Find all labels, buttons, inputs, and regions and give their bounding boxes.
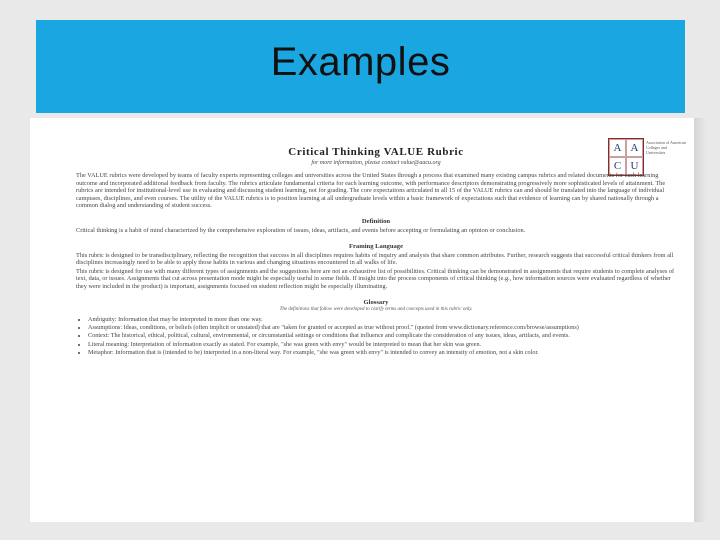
definition-heading: Definition <box>361 217 391 225</box>
document-subtitle: for more information, please contact value@aacu.org <box>311 160 441 166</box>
logo-letter: A <box>626 139 643 157</box>
glossary-item: • Literal meaning: Interpretation of information exactly as stated. For example, "she was green with envy" would be interpreted to mean that her skin was green. <box>88 341 676 348</box>
glossary-item: • Ambiguity: Information that may be interpreted in more than one way. <box>88 316 676 323</box>
document-body <box>76 130 676 358</box>
logo-letter: C <box>609 157 626 175</box>
slide-title: Examples <box>270 40 451 84</box>
slide-title-bar <box>36 20 685 113</box>
intro-paragraph: The VALUE rubrics were developed by teams of faculty experts representing colleges and universities across the United States through a process that examined many existing campus rubrics and related documents for each learning outcome and incorporated additional feedback from faculty. The rubrics articulate fundamental criteria for each learning outcome, with performance descriptors demonstrating progressively more sophisticated levels of attainment. The rubrics are intended for institutional-level use in evaluating and discussing student learning, not for grading. The core expectations articulated in all 15 of the VALUE rubrics can and should be translated into the language of individual campuses, disciplines, and even courses. The utility of the VALUE rubrics is to position learning at all undergraduate levels within a basic framework of expectations such that evidence of learning can by shared nationally through a common dialog and understanding of student success. <box>76 172 666 210</box>
logo-letter: A <box>609 139 626 157</box>
framing-heading: Framing Language <box>348 242 404 250</box>
glossary-heading: Glossary <box>363 298 389 306</box>
glossary-subtitle: The definitions that follow were developed to clarify terms and concepts used in this rubric only. <box>279 306 473 312</box>
glossary-list <box>76 316 676 357</box>
glossary-item: • Metaphor: Information that is (intended to be) interpreted in a non-literal way. For example, "she was green with envy" is intended to convey an intensity of emotion, not a skin color. <box>88 349 676 356</box>
framing-paragraph-2: This rubric is designed for use with many different types of assignments and the suggestions here are not an exhaustive list of possibilities. Critical thinking can be demonstrated in assignments that require students to complete analyses of text, data, or issues. Assignments that cut across presentation mode might be especially useful in some fields. If insight into the process components of critical thinking (e.g., how information sources were evaluated regardless of whether they were included in the product) is important, assignments focused on student reflection might be especially illuminating. <box>76 267 675 290</box>
document-shadow <box>694 118 706 522</box>
logo-letter: U <box>626 157 643 175</box>
definition-text: Critical thinking is a habit of mind characterized by the comprehensive exploration of issues, ideas, artifacts, and events before accepting or formulating an opinion or conclusion. <box>76 226 526 234</box>
framing-paragraph-1: This rubric is designed to be transdisciplinary, reflecting the recognition that success in all disciplines requires habits of inquiry and analysis that share common attributes. Further, research suggests that successful critical thinkers from all disciplines increasingly need to be able to apply those habits in various and changing situations encountered in all walks of life. <box>76 251 674 267</box>
rubric-document <box>30 118 694 522</box>
glossary-item: • Context: The historical, ethical, political, cultural, environmental, or circumstantial settings or conditions that influence and complicate the consideration of any issues, ideas, artifacts, and events. <box>88 332 676 339</box>
logo-caption: Association of American Colleges and Universities <box>646 140 686 155</box>
document-title: Critical Thinking VALUE Rubric <box>288 146 464 158</box>
glossary-item: • Assumptions: Ideas, conditions, or beliefs (often implicit or unstated) that are "taken for granted or accepted as true without proof." (quoted from www.dictionary.reference.com/browse/assumptions) <box>88 324 676 331</box>
